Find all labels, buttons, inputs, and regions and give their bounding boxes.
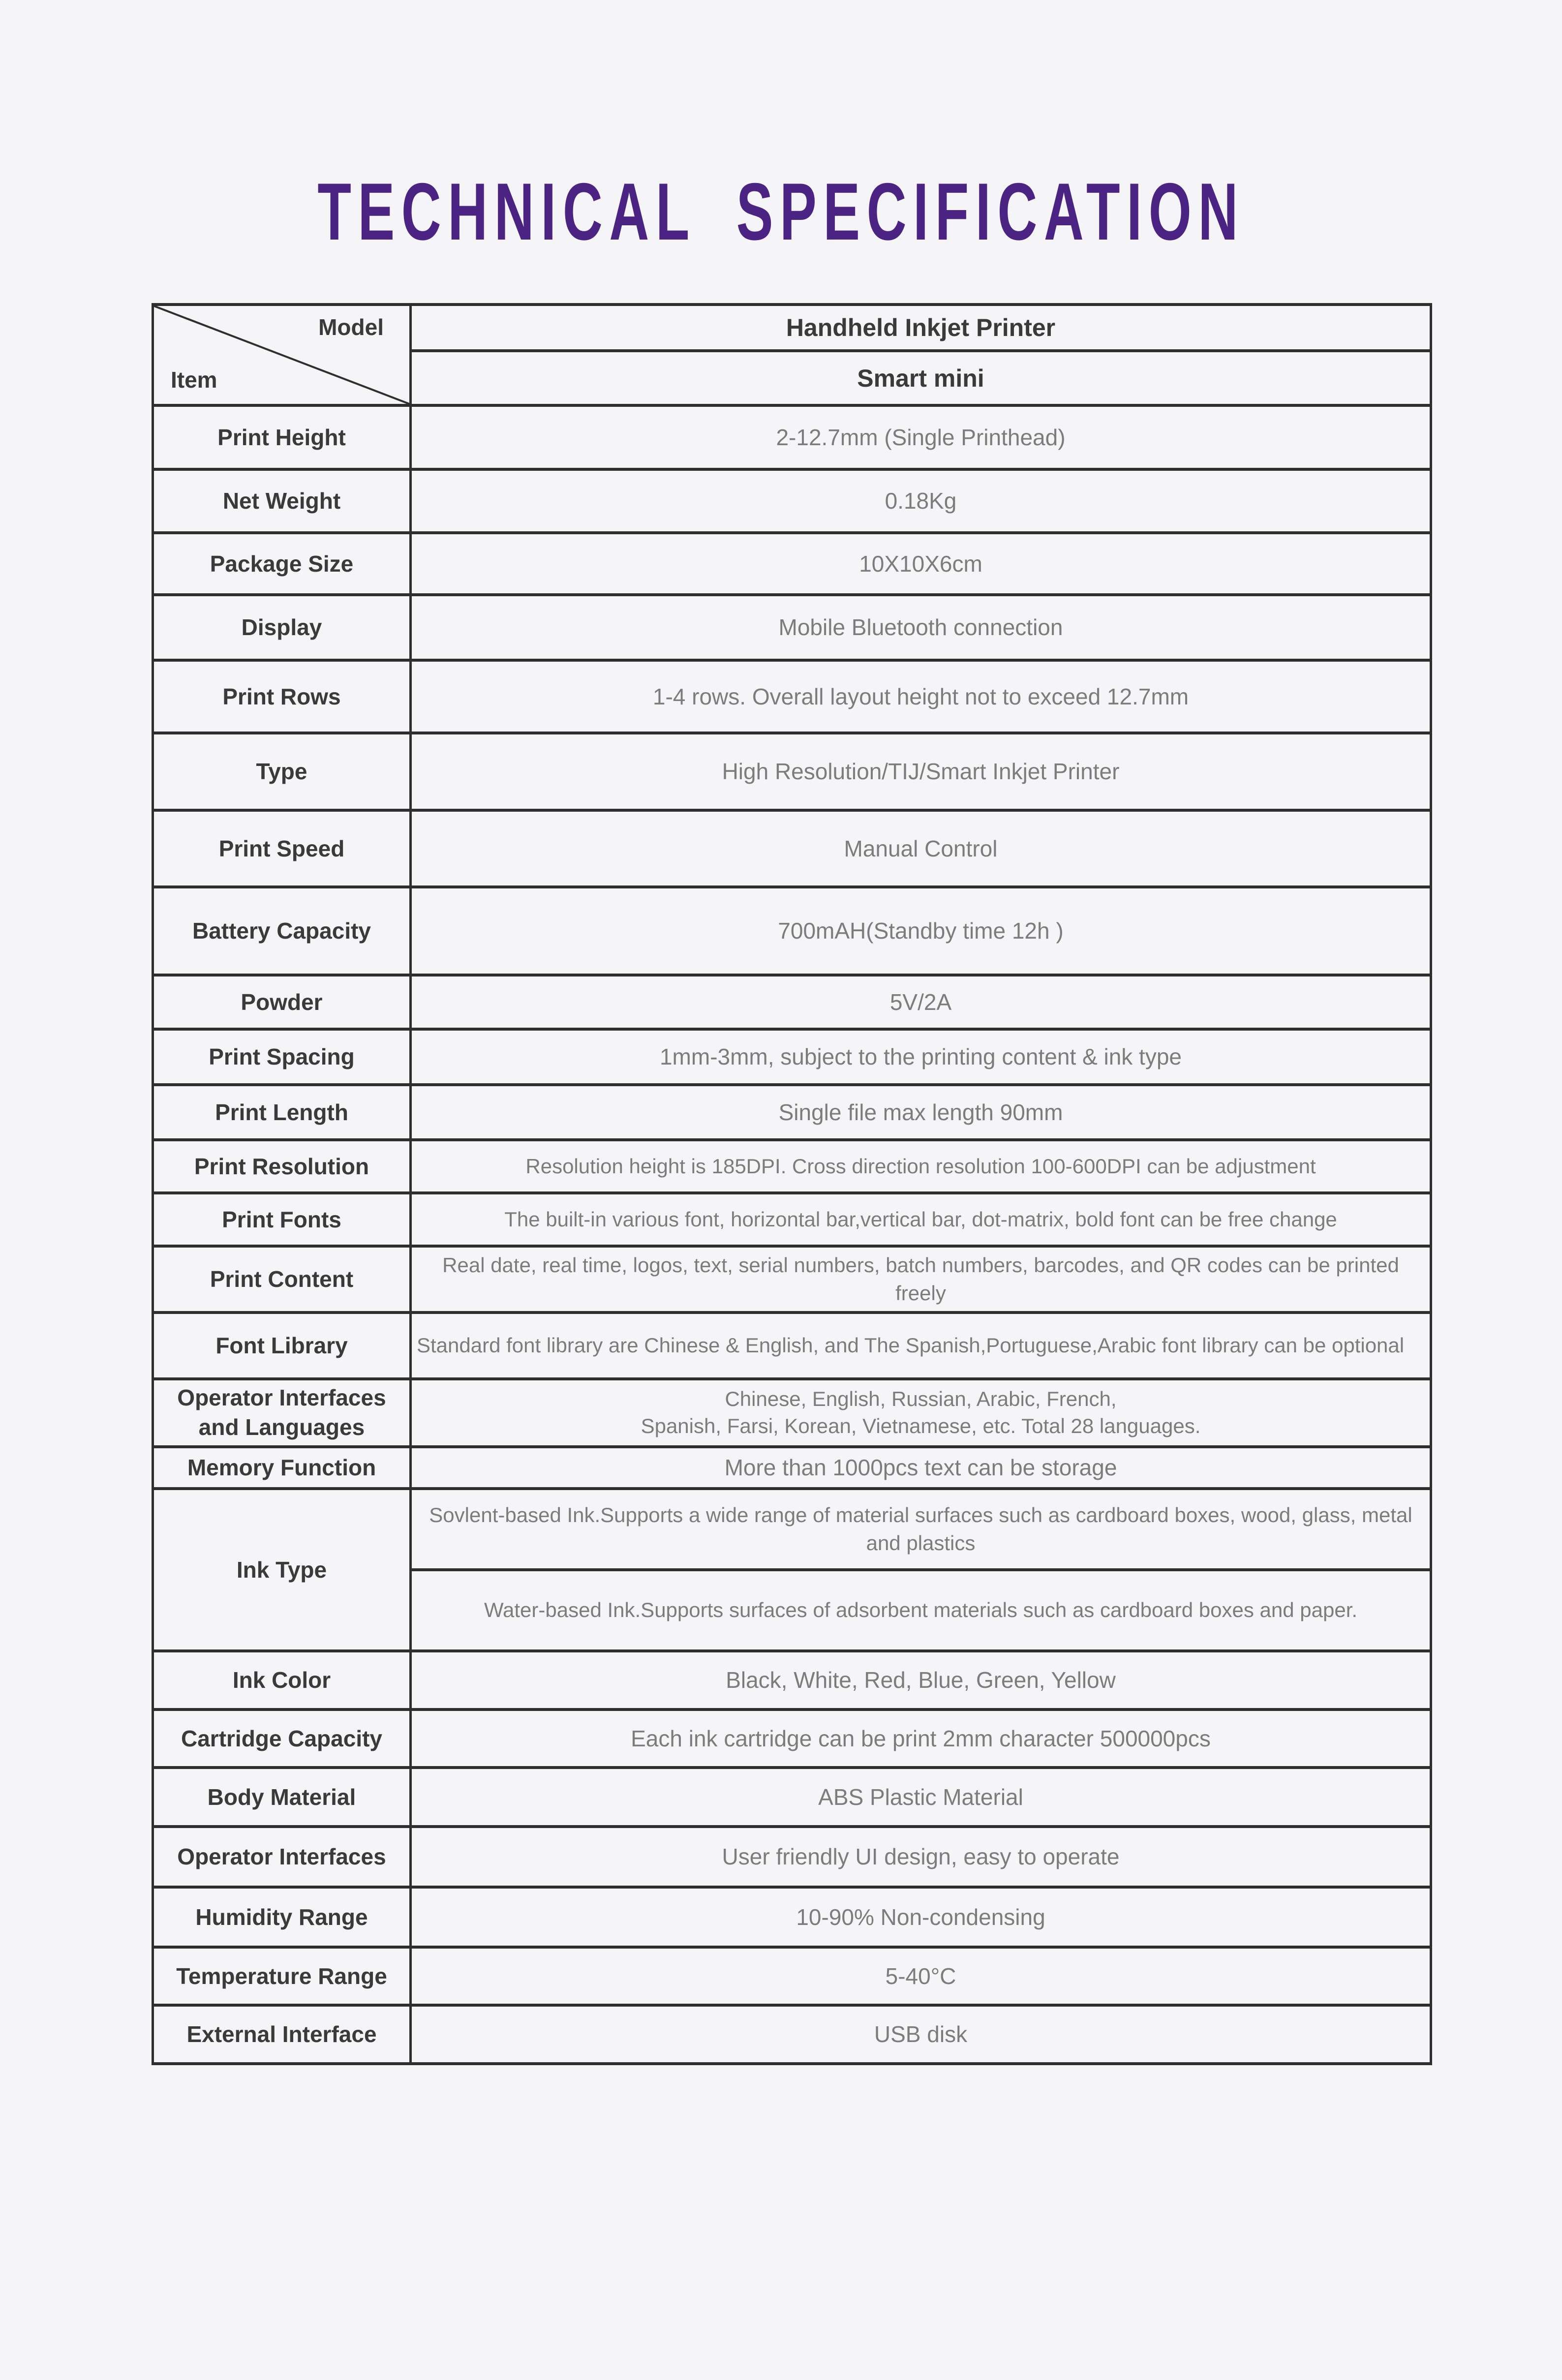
row-label-print-height: Print Height (153, 405, 411, 469)
table-row (153, 595, 1431, 660)
table-row (153, 1193, 1431, 1246)
row-label-print-content: Print Content (153, 1246, 411, 1312)
table-row (153, 1246, 1431, 1312)
product-type-cell: Handheld Inkjet Printer (411, 305, 1431, 351)
table-row (153, 1489, 1431, 1570)
table-row (153, 1379, 1431, 1447)
table-row (153, 660, 1431, 733)
row-value-print-resolution: Resolution height is 185DPI. Cross direction resolution 100-600DPI can be adjustment (411, 1140, 1431, 1193)
row-value-print-height: 2-12.7mm (Single Printhead) (411, 405, 1431, 469)
row-label-ink-color: Ink Color (153, 1651, 411, 1709)
table-row (153, 1709, 1431, 1768)
row-label-print-resolution: Print Resolution (153, 1140, 411, 1193)
table-row (153, 1827, 1431, 1887)
row-label-print-speed: Print Speed (153, 810, 411, 887)
row-value-body-material: ABS Plastic Material (411, 1768, 1431, 1827)
corner-label-model: Model (318, 314, 384, 340)
value-line: Chinese, English, Russian, Arabic, French, (725, 1387, 1117, 1411)
label-line: and Languages (198, 1414, 365, 1440)
table-row (153, 887, 1431, 975)
row-label-print-fonts: Print Fonts (153, 1193, 411, 1246)
row-value-cartridge-capacity: Each ink cartridge can be print 2mm character 500000pcs (411, 1709, 1431, 1768)
row-value-operator-interfaces: User friendly UI design, easy to operate (411, 1827, 1431, 1887)
row-value-ink-type-water: Water-based Ink.Supports surfaces of adsorbent materials such as cardboard boxes and paper. (411, 1570, 1431, 1651)
row-label-type: Type (153, 733, 411, 810)
row-label-powder: Powder (153, 975, 411, 1029)
row-label-temperature-range: Temperature Range (153, 1947, 411, 2005)
table-row (153, 1887, 1431, 1947)
row-value-operator-interfaces-languages (411, 1379, 1431, 1447)
row-label-display: Display (153, 595, 411, 660)
corner-cell (153, 305, 411, 405)
row-label-package-size: Package Size (153, 533, 411, 595)
row-label-operator-interfaces: Operator Interfaces (153, 1827, 411, 1887)
page-header (0, 166, 1562, 257)
row-value-display: Mobile Bluetooth connection (411, 595, 1431, 660)
row-label-net-weight: Net Weight (153, 469, 411, 533)
table-row (153, 469, 1431, 533)
row-label-print-rows: Print Rows (153, 660, 411, 733)
row-value-package-size: 10X10X6cm (411, 533, 1431, 595)
table-row (153, 1447, 1431, 1489)
table-row (153, 1029, 1431, 1085)
row-label-external-interface: External Interface (153, 2005, 411, 2064)
corner-label-item: Item (171, 367, 217, 393)
row-value-ink-type-solvent: Sovlent-based Ink.Supports a wide range of material surfaces such as cardboard boxes, wood, glass, metal and plastics (411, 1489, 1431, 1570)
page-title: TECHNICAL SPECIFICATION (317, 166, 1245, 257)
row-value-print-content: Real date, real time, logos, text, serial numbers, batch numbers, barcodes, and QR codes can be printed freely (411, 1246, 1431, 1312)
spec-table (152, 303, 1432, 2065)
row-label-battery-capacity: Battery Capacity (153, 887, 411, 975)
row-value-print-length: Single file max length 90mm (411, 1085, 1431, 1140)
table-row (153, 1768, 1431, 1827)
table-row (153, 1947, 1431, 2005)
table-row (153, 975, 1431, 1029)
row-value-print-speed: Manual Control (411, 810, 1431, 887)
table-row (153, 405, 1431, 469)
row-value-powder: 5V/2A (411, 975, 1431, 1029)
row-label-cartridge-capacity: Cartridge Capacity (153, 1709, 411, 1768)
table-row (153, 533, 1431, 595)
row-value-print-spacing: 1mm-3mm, subject to the printing content & ink type (411, 1029, 1431, 1085)
row-value-battery-capacity: 700mAH(Standby time 12h ) (411, 887, 1431, 975)
table-row (153, 1085, 1431, 1140)
table-row (153, 1140, 1431, 1193)
row-value-font-library: Standard font library are Chinese & English, and The Spanish,Portuguese,Arabic font library can be optional (411, 1312, 1431, 1379)
table-row (153, 733, 1431, 810)
row-label-operator-interfaces-languages (153, 1379, 411, 1447)
row-label-humidity-range: Humidity Range (153, 1887, 411, 1947)
row-label-ink-type: Ink Type (153, 1489, 411, 1651)
row-value-external-interface: USB disk (411, 2005, 1431, 2064)
table-row (153, 1312, 1431, 1379)
table-row (153, 2005, 1431, 2064)
row-value-temperature-range: 5-40°C (411, 1947, 1431, 2005)
table-row (153, 810, 1431, 887)
row-value-memory-function: More than 1000pcs text can be storage (411, 1447, 1431, 1489)
row-value-type: High Resolution/TIJ/Smart Inkjet Printer (411, 733, 1431, 810)
table-row (153, 305, 1431, 351)
table-row (153, 1651, 1431, 1709)
row-value-net-weight: 0.18Kg (411, 469, 1431, 533)
model-name-cell: Smart mini (411, 351, 1431, 405)
row-label-body-material: Body Material (153, 1768, 411, 1827)
row-value-print-fonts: The built-in various font, horizontal bar,vertical bar, dot-matrix, bold font can be free change (411, 1193, 1431, 1246)
row-label-print-length: Print Length (153, 1085, 411, 1140)
row-label-print-spacing: Print Spacing (153, 1029, 411, 1085)
row-value-humidity-range: 10-90% Non-condensing (411, 1887, 1431, 1947)
row-value-ink-color: Black, White, Red, Blue, Green, Yellow (411, 1651, 1431, 1709)
label-line: Operator Interfaces (177, 1385, 386, 1411)
row-value-print-rows: 1-4 rows. Overall layout height not to exceed 12.7mm (411, 660, 1431, 733)
row-label-memory-function: Memory Function (153, 1447, 411, 1489)
row-label-font-library: Font Library (153, 1312, 411, 1379)
value-line: Spanish, Farsi, Korean, Vietnamese, etc. Total 28 languages. (641, 1414, 1201, 1437)
